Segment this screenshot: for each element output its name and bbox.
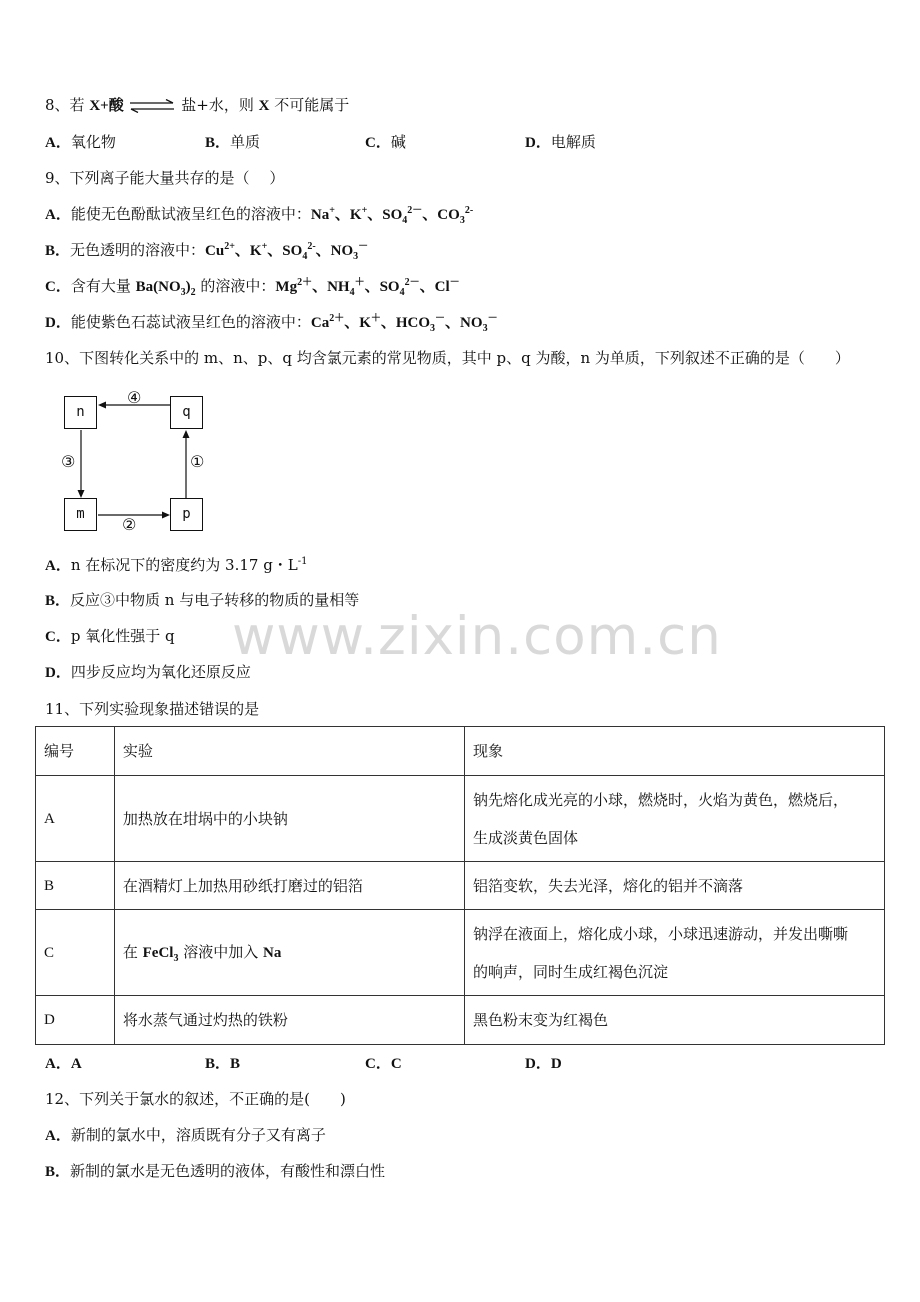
- q12-stem: 12、下列关于氯水的叙述，不正确的是( ): [45, 1090, 346, 1108]
- row-experiment: 将水蒸气通过灼热的铁粉: [114, 996, 464, 1045]
- q10-option-c: C．p 氧化性强于 q: [45, 627, 175, 645]
- q9-option-c: C．含有大量 $Ba(NO_3)_2$ 的溶液中：$Mg^{2+}$、$NH_4^+$、$SO_4^{2-}$、Cl－: [45, 277, 460, 298]
- row-experiment: 在 FeCl$_3$ 溶液中加入 Na: [114, 910, 464, 996]
- row-observation: 黑色粉末变为红褐色: [465, 996, 885, 1045]
- step-2-label: ②: [122, 515, 137, 534]
- table-row: [36, 776, 885, 862]
- experiment-table: [35, 726, 885, 1045]
- row-id: B: [36, 862, 115, 910]
- q8-stem-end: 不可能属于: [269, 96, 350, 114]
- q11-option-c: C．C: [365, 1056, 402, 1072]
- q8-x-acid: X+酸: [89, 98, 124, 114]
- q8-x: X: [258, 98, 270, 114]
- header-cell: 现象: [465, 727, 885, 776]
- q11-option-d: D．D: [525, 1056, 562, 1072]
- row-observation: 钠先熔化成光亮的小球，燃烧时，火焰为黄色，燃烧后， 生成淡黄色固体: [465, 776, 885, 862]
- q10-stem: 10、下图转化关系中的 m、n、p、q 均含氯元素的常见物质，其中 p、q 为酸，n 为单质，下列叙述不正确的是（ ）: [45, 349, 850, 367]
- header-cell: 实验: [114, 727, 464, 776]
- q11-option-b: B．B: [205, 1056, 241, 1072]
- node-q: q: [170, 396, 203, 429]
- q9-a-ions: Na+、K+、$SO_4^{2-}$、$CO_3^{2-}$: [310, 205, 474, 226]
- q9-c-compound: $Ba(NO_3)_2$: [135, 279, 196, 298]
- q9-stem: 9、下列离子能大量共存的是（ ）: [45, 169, 285, 187]
- q8-stem-pre: 8、若: [45, 96, 90, 114]
- q11-stem: 11、下列实验现象描述错误的是: [45, 700, 260, 718]
- node-n: n: [64, 396, 97, 429]
- q8-stem-post: 盐+水，则: [176, 96, 259, 114]
- row-id: C: [36, 910, 115, 996]
- table-header-row: [36, 727, 885, 776]
- q10-option-d: D．四步反应均为氧化还原反应: [45, 663, 251, 681]
- table-row: [36, 996, 885, 1045]
- row-id: A: [36, 776, 115, 862]
- step-3-label: ③: [61, 452, 76, 471]
- step-1-label: ①: [190, 452, 205, 471]
- row-experiment: 加热放在坩埚中的小块钠: [114, 776, 464, 862]
- q9-b-ions: $Cu^{2+}$、K+、$SO_4^{2-}$、$NO_3^-$: [205, 241, 369, 262]
- header-cell: 编号: [36, 727, 115, 776]
- q12-option-a: A．新制的氯水中，溶质既有分子又有离子: [45, 1126, 326, 1144]
- row-observation: 铝箔变软，失去光泽，熔化的铝并不滴落: [465, 862, 885, 910]
- q9-option-b: B．无色透明的溶液中：$Cu^{2+}$、K+、$SO_4^{2-}$、$NO_3^-$: [45, 241, 369, 262]
- q8-option-a: A．氧化物: [45, 133, 116, 151]
- node-m: m: [64, 498, 97, 531]
- q9-d-ions: $Ca^{2+}$、K＋、$HCO_3^-$、$NO_3^-$: [310, 313, 498, 334]
- row-experiment: 在酒精灯上加热用砂纸打磨过的铝箔: [114, 862, 464, 910]
- fecl3: FeCl$_3$: [142, 945, 179, 964]
- row-observation: 钠浮在液面上，熔化成小球，小球迅速游动，并发出嘶嘶 的响声，同时生成红褐色沉淀: [465, 910, 885, 996]
- row-id: D: [36, 996, 115, 1045]
- q11-option-a: A．A: [45, 1056, 82, 1072]
- q10-option-b: B．反应③中物质 n 与电子转移的物质的量相等: [45, 591, 360, 609]
- q12-option-b: B．新制的氯水是无色透明的液体，有酸性和漂白性: [45, 1162, 386, 1180]
- q8-option-c: C．碱: [365, 133, 406, 151]
- table-row: [36, 862, 885, 910]
- watermark: www.zixin.com.cn: [232, 606, 722, 667]
- q8-option-b: B．单质: [205, 133, 261, 151]
- node-p: p: [170, 498, 203, 531]
- step-4-label: ④: [127, 388, 142, 407]
- q10-option-a: A．n 在标况下的密度约为 3.17 g・$L^{-1}$: [45, 556, 308, 574]
- q9-option-a: A．能使无色酚酞试液呈红色的溶液中：Na+、K+、$SO_4^{2-}$、$CO_3^{2-}$: [45, 205, 474, 226]
- table-row: [36, 910, 885, 996]
- q9-c-ions: $Mg^{2+}$、$NH_4^+$、$SO_4^{2-}$、Cl－: [275, 277, 460, 298]
- q8-option-d: D．电解质: [525, 133, 596, 151]
- q9-option-d: D．能使紫色石蕊试液呈红色的溶液中：$Ca^{2+}$、K＋、$HCO_3^-$、$NO_3^-$: [45, 313, 498, 334]
